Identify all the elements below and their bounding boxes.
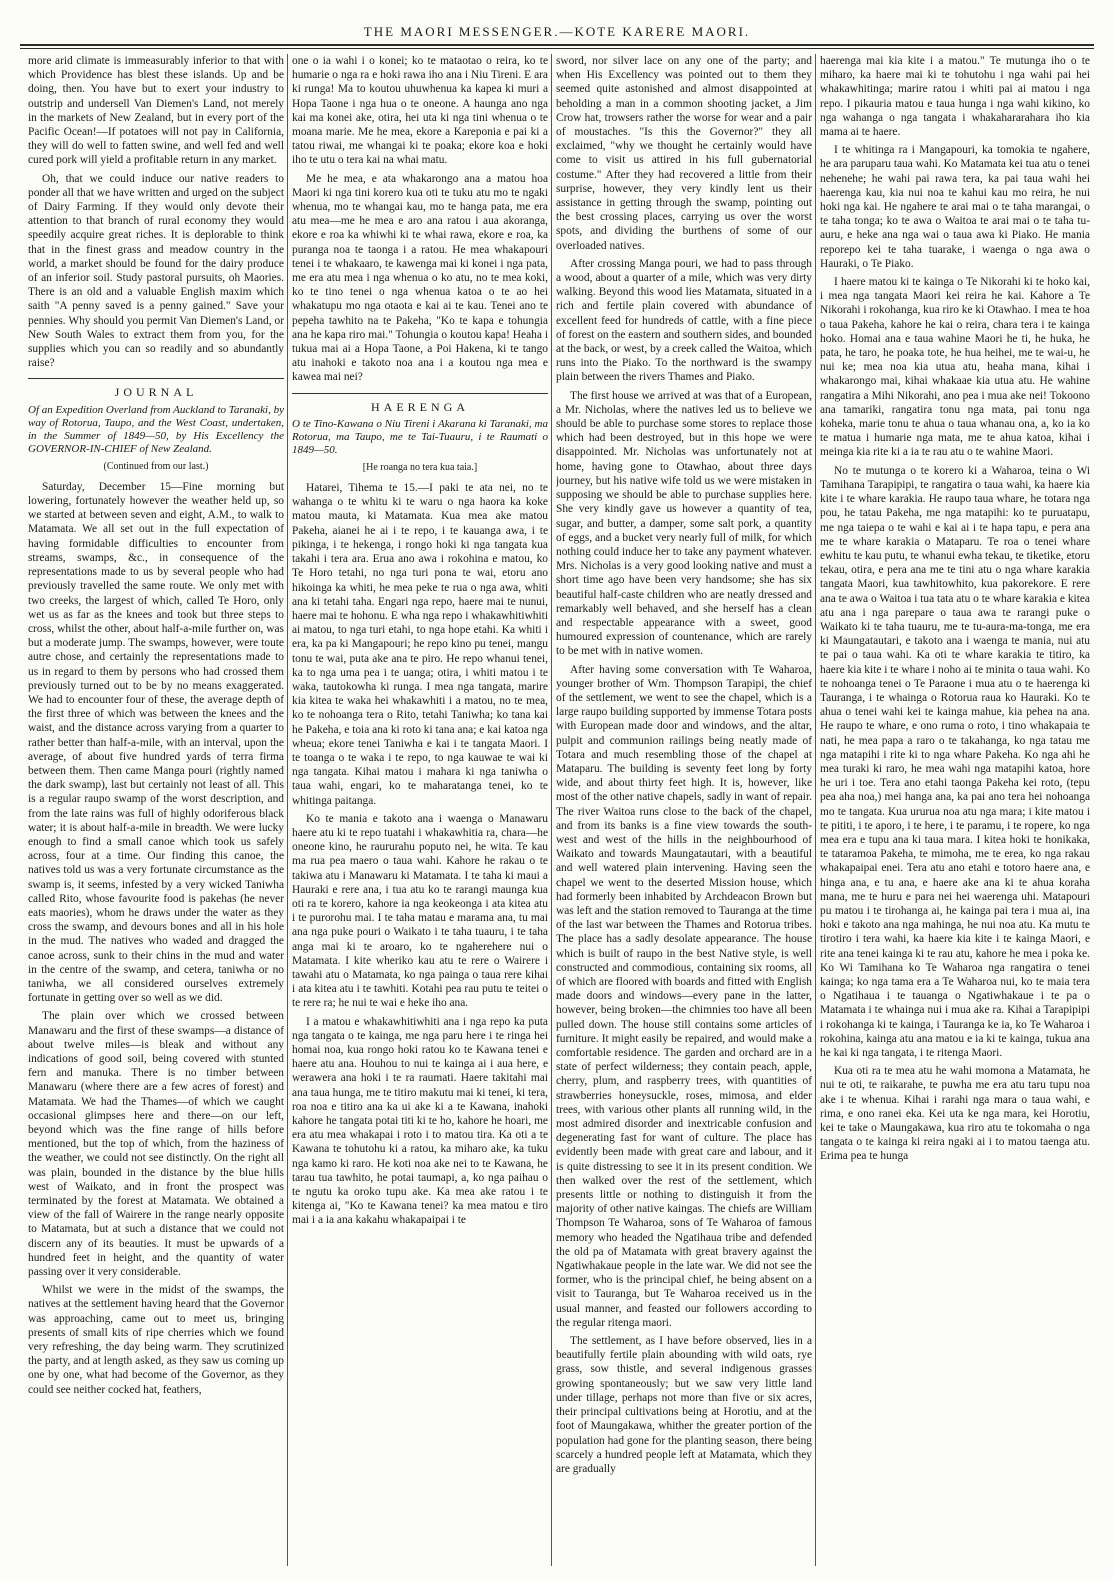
section-subtitle: Of an Expedition Overland from Auckland to Taranaki, by way of Rotorua, Taupo, and the West Coast, undertaken, in the Summer of 1849—50, by His Excellency the GOVERNOR-IN-CHIEF of New Zealand. (28, 403, 284, 455)
section-note: (Continued from our last.) (103, 460, 209, 472)
column-1 (28, 54, 284, 1566)
header-rule-thin (20, 48, 1094, 49)
paragraph: more arid climate is immeasurably inferior to that with which Providence has blest these islands. Up and be doing, then. You have but to exert your industry to outstrip and undersell Van Diemen's Land, not merely in the markets of New Zealand, but in every port of the Pacific Ocean!—If potatoes will not pay in California, they will do well to fatten swine, and well fed and well cured pork will yield a profitable return in any market. (28, 55, 284, 167)
paragraph: Oh, that we could induce our native readers to ponder all that we have written and urged on the subject of Dairy Farming. If they would only devote their attention to that branch of rural economy they would speedily acquire great riches. It is deplorable to think that in the finest grass and meadow country in the world, a market should be found for the dairy produce of an inferior soil. Study pastoral pursuits, oh Maories. There is an old and a valuable English maxim which saith "A penny saved is a penny gained." Save your pennies. Why should you permit Van Diemen's Land, or New South Wales to extract them from you, for the supplies which you can so readily and so abundantly raise? (28, 172, 284, 370)
paragraph: After having some conversation with Te Waharoa, younger brother of Wm. Thompson Tarapipi, the chief of the settlement, we went to see the chapel, which is a large raupo building supported by immense Totara posts with European made door and windows, and the altar, pulpit and communion railings being neatly made of Totara and much resembling those of the chapel at Mataparu. The building is seventy feet long by forty wide, and about thirty feet high. It is, however, like most of the other native chapels, sadly in want of repair. The river Waitoa runs close to the back of the chapel, and from its banks is a fine view towards the south-west and west of the hills in the neighbourhood of Waikato and towards Maungatautari, with a beautiful and well watered plain intervening. Having seen the chapel we went to the deserted Mission house, which had formerly been inhabited by Archdeacon Brown but was left and the station removed to Tauranga at the time of the last war between the Thames and Rotorua tribes. The place has a sadly desolate appearance. The house which is built of raupo in the best Native style, is well constructed and commodious, containing six rooms, all of which are floored with boards and fitted with English made doors and windows—every pane in the latter, however, being broken—the chimnies too have all been pulled down. The house still contains some articles of furniture. It might easily be repaired, and would make a comfortable residence. The garden and orchard are in a state of perfect wilderness; they contain peach, apple, cherry, plum, and raspberry trees, with quantities of strawberries honeysuckle, roses, mimosa, and elder trees, with various other plants all running wild, in the most admired disorder and inextricable confusion and degenerating fast for want of culture. The place has evidently been made with great care and labour, and it is quite distressing to see it in its present condition. We then walked over the rest of the settlement, which presents little or nothing to distinguish it from the majority of other native kaingas. The chiefs are William Thompson Te Waharoa, sons of Te Waharoa of famous memory who headed the Ngatihaua tribe and defended the old pa of Matamata with great bravery against the Ngatiwhakaue people in the late war. We did not see the former, who is the principal chief, he being absent on a visit to Tauranga, but Te Waharoa received us in the usual manner, and feasted our followers according to the regular ritenga maori. (556, 663, 812, 1329)
paragraph: sword, nor silver lace on any one of the party; and when His Excellency was pointed out to them they seemed quite astonished and almost disappointed at beholding a man in a common shooting jacket, a Jim Crow hat, trowsers rather the worse for wear and a pair of moustaches. "Is this the Governor?" they all exclaimed, "why we thought he certainly would have come to visit us attired in his full gubernatorial costume." After they had recovered a little from their surprise, however, they very kindly lent us their assistance in getting through the swamp, pointing out the best crossing places, carrying us over the worst spots, and dividing the burthens of some of our overloaded natives. (556, 55, 812, 252)
section-rule (292, 393, 548, 394)
paragraph: I a matou e whakawhitiwhiti ana i nga repo ka puta nga tangata o te kainga, me nga paru here i te ringa hei homai noa, kua rongo hoki ratou ko te Kawana tenei e haere atu ana. Houhou to nui te kainga ai i aua here, e werawera ana hoki i te ra raumati. Haere takitahi mai ana taua hunga, me te titiro makutu mai ki tenei, ki tera, roa noa e titiro ana ka ui ake ki a te Kawana, inahoki kahore he tangata potai titi ki te ho, kahore he hoari, me era atu mea whakapai i roto i to matou tira. Ka oti a te Kawana te tohutohu ki a ratou, ka miharo ake, ka tuku nga kamo ki raro. He koti noa ake nei to te Kawana, he tarau tua tawhito, he potai taumapi, a, ko nga paihau o te ngutu ka oroko tupu ake. Ka mea ake ratou i te kitenga ai, "Ko te Kawana tenei? ka mea matou e tiro mai i a ia ana kakahu whakapaipai i te (292, 1015, 548, 1227)
column-3 (556, 54, 812, 1566)
paragraph: I haere matou ki te kainga o Te Nikorahi ki te hoko kai, i mea nga tangata Maori kei reira he kai. Kahore a Te Nikorahi i rokohanga, kua riro ke ki Otawhao. I mea te hoa o taua Pakeha, kahore he kai o reira, chara tera i te kainga hoko. Homai ana e taua wahine Maori he ti, he huka, he pata, he taro, he poaka tote, he hua heihei, me te wai-u, he nui ke; mea noa kia utua atu, heaha mana, kihai i whakarongo mai, kihai whakaae kia utua atu. He wahine rangatira a Mihi Nikorahi, ano pea i mua ake nei! Tokoono ana tamariki, rangatira tonu nga mata, pai tonu nga koheka, marie tonu te ahua o taua whanau ona, a, ko ia ko te matua i humarie nga mata, me te ahua katoa, kihai i meinga kia rite ki a ia te rau atu o te wahine Maori. (820, 276, 1090, 459)
column-2 (292, 54, 548, 1566)
paragraph: Kua oti ra te mea atu he wahi momona a Matamata, he nui te oti, te raikarahe, te puwha me era atu taru tupu noa ake i te whenua. Kihai i rarahi nga mara o taua wahi, e rima, e ono ranei eka. Kei uta ke nga mara, kei Horotiu, kei te take o Maungakawa, kua riro atu te tokomaha o nga tangata o te kainga ki reira ngaki ai i to matou taenga atu. Erima pea te hunga (820, 1065, 1090, 1163)
paragraph: I te whitinga ra i Mangapouri, ka tomokia te ngahere, he ara paruparu taua wahi. Ko Matamata kei tua atu o tenei nehenehe; he wahi pai rawa tera, ka pai taua wahi hei haerenga kau, kia nui noa te kahui kau mo reira, he nui hoki nga kai. He ngahere te arai mai o te taha marangai, o te taha tonga; ko te awa o Waitoa te arai mai o te taha tu-auru, e heke ana nga wai o taua awa ki Piako. He mania reporepo kei te taha tuarake, i waenga o nga awa o Hauraki, o Te Piako. (820, 144, 1090, 270)
section-note: [He roanga no tera kua taia.] (362, 461, 478, 473)
paragraph: The settlement, as I have before observed, lies in a beautifully fertile plain abounding with wild oats, rye grass, sow thistle, and several indigenous grasses growing spontaneously; but we saw very little land under tillage, perhaps not more than five or six acres, their principal cultivations being at Horotiu, and at the foot of Maungakawa, whither the greater portion of the population had gone for the planting season, there being scarcely a hundred people left at Matamata, which they are gradually (556, 1335, 812, 1475)
section-rule (28, 378, 284, 379)
paragraph: Hatarei, Tihema te 15.—I paki te ata nei, no te wahanga o te whitu ki te waru o nga haora ka koke matou mauta, ki Matamata. Kua mea ake matou Pakeha, aianei he ai i te repo, i te kauanga awa, i te pikinga, i te hekenga, i rongo hoki ki nga tangata kua takahi i tera ara. Erua ano awa i rokohina e matou, ko Te Horo tetahi, no nga turi pona te wai, etoru ano hikoinga ka whiti, he mea peke te rua o nga awa, whiti ana ki tetahi taha. Engari nga repo, haere mai te nunui, haere mai te hohonu. E wha nga repo i whakawhitiwhiti ai matou, to nga turi etahi, to nga hope etahi. Ka whiti i era, ka pa ki Mangapouri; he repo kino pu tenei, mangu tonu te wai, puta ake ana te piro. He repo whanui tenei, ka to nga uma pea i te uanga; otira, i whiti matou i te waka, tautokowha ki runga. I mea nga tangata, marire kia kitea te waka hei whakawhiti i a matou, no te mea, ko te nohoanga tera o Rito, tetahi Taniwha; ko tana kai he Pakeha, e toia ana ki roto ki tana ana; e kai katoa nga wheua; ekore tenei Taniwha e kai i te tangata Maori. I te toanga o te waka i te repo, to nga kauwae te wai ki nga tangata. Kihai matou i mahara ki nga taniwha o taua wahi, engari, ko te maharatanga tenei, ko te whitinga paitanga. (292, 482, 548, 807)
paragraph: Whilst we were in the midst of the swamps, the natives at the settlement having heard that the Governor was approaching, came out to meet us, bringing presents of small kits of ripe cherries which we found very refreshing, the day being warm. They scrutinized the party, and at length asked, as they saw us coming up one by one, what had become of the Governor, as they could see neither cocked hat, feathers, (28, 1284, 284, 1396)
column-divider (815, 54, 816, 1566)
paragraph: haerenga mai kia kite i a matou." Te mutunga iho o te miharo, ka haere mai ki te tohutohu i nga wahi pai hei whakawhitinga; marire ratou i whiti pai ai matou i nga repo. I pikauria matou e taua hunga i nga wahi kikino, ko nga wahanga o nga tangata i whakahararahara iho kia mama ai te haere. (820, 55, 1090, 139)
column-4 (820, 54, 1090, 1566)
column-divider (287, 54, 288, 1566)
paragraph: one o ia wahi i o konei; ko te mataotao o reira, ko te humarie o nga ra e hoki rawa iho ana i Niu Tireni. E ara ki runga! Ma to koutou uhuwhenua ka kapea ki muri a Hopa Taone i nga hua o te oneone. A haunga ano nga kai ma konei ake, otira, hei uta ki nga tini whenua o te moana marie. Me he mea, ekore a Kareponia e pai ki a tatou riwai, me whangai ki te poaka; ekore koa e hoki iho te utu o tera kai na whai matu. (292, 55, 548, 167)
paragraph: The plain over which we crossed between Manawaru and the first of these swamps—a distance of about twelve miles—is bleak and without any indications of good soil, being covered with stunted fern and manuka. There is no timber between Manawaru (where there are a few acres of forest) and Matamata. We had the Thames—of which we caught occasional glimpses here and there—on our left, beyond which was the fine range of hills before mentioned, but the top of which, from the haziness of the weather, we could not see distinctly. On the right all was plain, bounded in the distance by the blue hills west of Waikato, and in front the prospect was terminated by the forest at Matamata. We obtained a view of the fall of Wairere in the range nearly opposite to Matamata, but at such a distance that we could not discern any of its beauties. It must be upwards of a hundred feet in height, and the quantity of water passing over it very considerable. (28, 1010, 284, 1279)
section-subtitle: O te Tino-Kawana o Niu Tireni i Akarana ki Taranaki, ma Rotorua, ma Taupo, me te Tai-Tuauru, i te Raumati o 1849—50. (292, 417, 548, 456)
paragraph: Saturday, December 15—Fine morning but lowering, fortunately however the weather held up, so we started at between seven and eight, A.M., to walk to Matamata. We all set out in the full expectation of having formidable difficulties to encounter from streams, swamps, &c., in consequence of the representations made to us by several people who had previously travelled the same route. We only met with two creeks, the largest of which, called Te Horo, only wet us as far as the knees and took but three steps to cross, whilst the other, about half-a-mile further on, was but a moderate jump. The swamps, however, were toute autre chose, and certainly the representations made to us in regard to them by persons who had crossed them previously turned out to be by no means exaggerated. We had to encounter four of these, the average depth of the first three of which was between the knees and the waist, and the distance across varying from a quarter to rather better than half-a-mile, with an interval, upon the average, of about five hundred yards of terra firma between them. Then came Manga pouri (rightly named the dark swamp), last but certainly not least of all. This is a regular raupo swamp of the worst description, and from the late rains was full of highly odoriferous black water; it is about half-a-mile in breadth. We were lucky enough to find a small canoe which took us safely across, four at a time. Our finding this canoe, the natives told us was a very fortunate circumstance as the swamp is, it seems, infested by a very wicked Taniwha called Rito, whose favourite food is pakehas (he never eats maories), whom he draws under the water as they cross the swamp, and devours bones and all in his hole in the mud. The natives who waded and dragged the canoe across, sunk to their chins in the mud and water in the centre of the swamp, and cetera, taniwha or no taniwha, we all considered ourselves extremely fortunate in getting over so well as we did. (28, 480, 284, 1005)
section-heading: HAERENGA (371, 399, 469, 414)
paragraph: Me he mea, e ata whakarongo ana a matou hoa Maori ki nga tini korero kua oti te tuku atu mo te ngaki whenua, mo te whangai kau, mo te hanga pata, me era atu mea—me he mea e aro ana ratou i aua akoranga, ekore e roa ka whiwhi ki te whai rawa, ekore e roa, ka puranga noa te taonga i a ratou. He mea whakapouri tenei i te whakaaro, te kawenga mai ki konei i nga pata, me era atu mea i nga whenua o ko atu, no te mea koki, ko te tino tenei o nga whenua katoa o te ao hei whakatupu mo nga otaota e kai ai te kau. Tenei ano te pepeha tawhito na te Pakeha, "Ko te kapa e tohungia ana he kapa riro mai." Tohungia o koutou kapa! Heaha i tukua mai ai a Hopa Taone, a Poi Hakena, ki te tango atu inahoki e takoto noa ana i a koutou nga mea e kawea mai nei? (292, 172, 548, 384)
paragraph: The first house we arrived at was that of a European, a Mr. Nicholas, where the natives led us to believe we should be able to purchase some stores to replace those which had been destroyed, but in this hope we were disappointed. Mr. Nicholas was unfortunately not at home, having gone to Otawhao, about three days journey, but his native wife told us we were mistaken in supposing we should be able to purchase supplies here. She very kindly gave us however a quantity of tea, sugar, and butter, a damper, some salt pork, a quantity of eggs, and a bucket very nearly full of milk, for which nothing could induce her to take any payment whatever. Mrs. Nicholas is a very good looking native and must a short time ago have been very handsome; she has six beautiful half-caste children who are neatly dressed and remarkably well behaved, and she herself has a clean and respectable appearance with a sweet, good humoured expression of countenance, which are rarely to be met with in native women. (556, 389, 812, 658)
header-rule (20, 44, 1094, 46)
column-divider (551, 54, 552, 1566)
paragraph: Ko te mania e takoto ana i waenga o Manawaru haere atu ki te repo tuatahi i whakawhitia ra, chara—he oneone kino, he raururahu poputo nei, he wita. Te kau ma rua pea maero o taua wahi. Kahore he rakau o te takiwa atu i Manawaru ki Matamata. I te taha ki maui a Hauraki e rere ana, i tua atu ko te rarangi maunga kua oti ra te korero, kahore ia nga keokeonga i ata kitea atu i te purorohu mai. I te taha matau e marama ana, tu mai ana nga puke pouri o Waikato i te taha tuauru, i te taha anga mai ki te aroaro, ko te ngaherehere nui o Matamata. I kite wheriko kau atu te rere o Wairere i tawahi atu o Matamata, ko nga painga o taua rere kihai i ata kitea atu i te tawhiti. Kotahi pea rau putu te teitei o te rere ra; he nui te wai e heke iho ana. (292, 812, 548, 1010)
paragraph: No te mutunga o te korero ki a Waharoa, teina o Wi Tamihana Tarapipipi, te rangatira o taua wahi, ka haere kia kite i te whare karakia. He raupo taua whare, he totara nga pou, he tatau Pakeha, me nga matapihi: ko te puruatapu, me nga taiepa o te wahi e kai ai i te hapa tapu, e pera ana me te whare karakia o Mataparu. Te roa o tenei whare ewhitu te kau putu, te whanui ewha tekau, te tiketike, etoru tekau, otira, e pera ana me te tini atu o nga whare karakia tangata Maori, kua tawhitowhito, kua pakorekore. E rere ana te awa o Waitoa i tua tata atu o te whare karakia e kitea atu ana i nga parepare o taua awa te rarangi puke o Waikato ki te taha tuauru, me te tu-aura-ma-tonga, me era ki Maungatautari, e takoto ana i waenga te mania, nui atu te pai o taua wahi. Ka oti te whare karakia te titiro, ka haere kia kite i te whare i noho ai te minita o taua wahi. Ko te nohoanga tenei o Te Paraone i mua atu o te haerenga ki Tauranga, i te whainga o Rotorua raua ko Hauraki. Ko te ahua o tenei wahi kei te kainga mahue, kia pehea na ana. He raupo te whare, e ono ruma o roto, i tino whakapaia te nati, he mea papa a raro o te takahanga, ko nga tatau me nga matapihi i rite ki to nga whare Pakeha. Ko nga ahi he mea turaki ki raro, he mea wahi nga matapihi katoa, hore he uri i toe. Tera ano etahi taonga Pakeha kei roto, (tepu pea aha noa,) mei hanga ana, ka pai ano tera hei nohoanga mo te tangata. Kua ururua noa atu nga mara; i kite matou i te pititi, i te aporo, i te here, i te paramu, i te ropere, ko nga mea era e tupu ana ki taua mara. I kitea hoki te honikaka, te tataramoa Pakeha, te mimoha, me te erea, ko nga rakau whakapaipai enei. Tera atu ano etahi e totoro haere ana, e hinga ana, e tu ana, e haere ake ana ki te ahua koraha mana, me te huru e para nei hei waerenga uhi. Matapouri pu matou i te tirohanga ai, he kainga pai tera i mua ai, ina hoki e takoto ana nga mahinga, he nui noa atu. Ka mutu te tirotiro i tera wahi, ka haere kia kite i te kainga Maori, e rite ana tenei kainga ki te rau atu, kahore he mea i poka ke. Ko Wi Tamihana ko Te Waharoa nga rangatira o tenei kainga; ko nga tama era a Te Waharoa nui, ko te maia tera o Ngatihaua i te tauanga o Ngatiwhakaue i te pa o Matamata i te whainga nui i mua ake ra. Kihai a Tarapipipi i rokohanga ki te kainga, i Tauranga ke ia, ko Te Waharoa i rokohina, kainga atu ana matou e ia ki te kainga, tukua ana he kai ki nga tangata, i te ritenga Maori. (820, 464, 1090, 1060)
running-head: THE MAORI MESSENGER.—KOTE KARERE MAORI. (363, 24, 751, 39)
paragraph: After crossing Manga pouri, we had to pass through a wood, about a quarter of a mile, which was very dirty walking. Beyond this wood lies Matamata, situated in a rich and fertile plain covered with abundance of excellent feed for hundreds of cattle, with a fine piece of forest on the eastern and southern sides, and bounded at the back, or west, by a creek called the Waitoa, which runs into the Piako. To the northward is the swampy plain between the rivers Thames and Piako. (556, 257, 812, 384)
section-heading: JOURNAL (114, 385, 198, 400)
